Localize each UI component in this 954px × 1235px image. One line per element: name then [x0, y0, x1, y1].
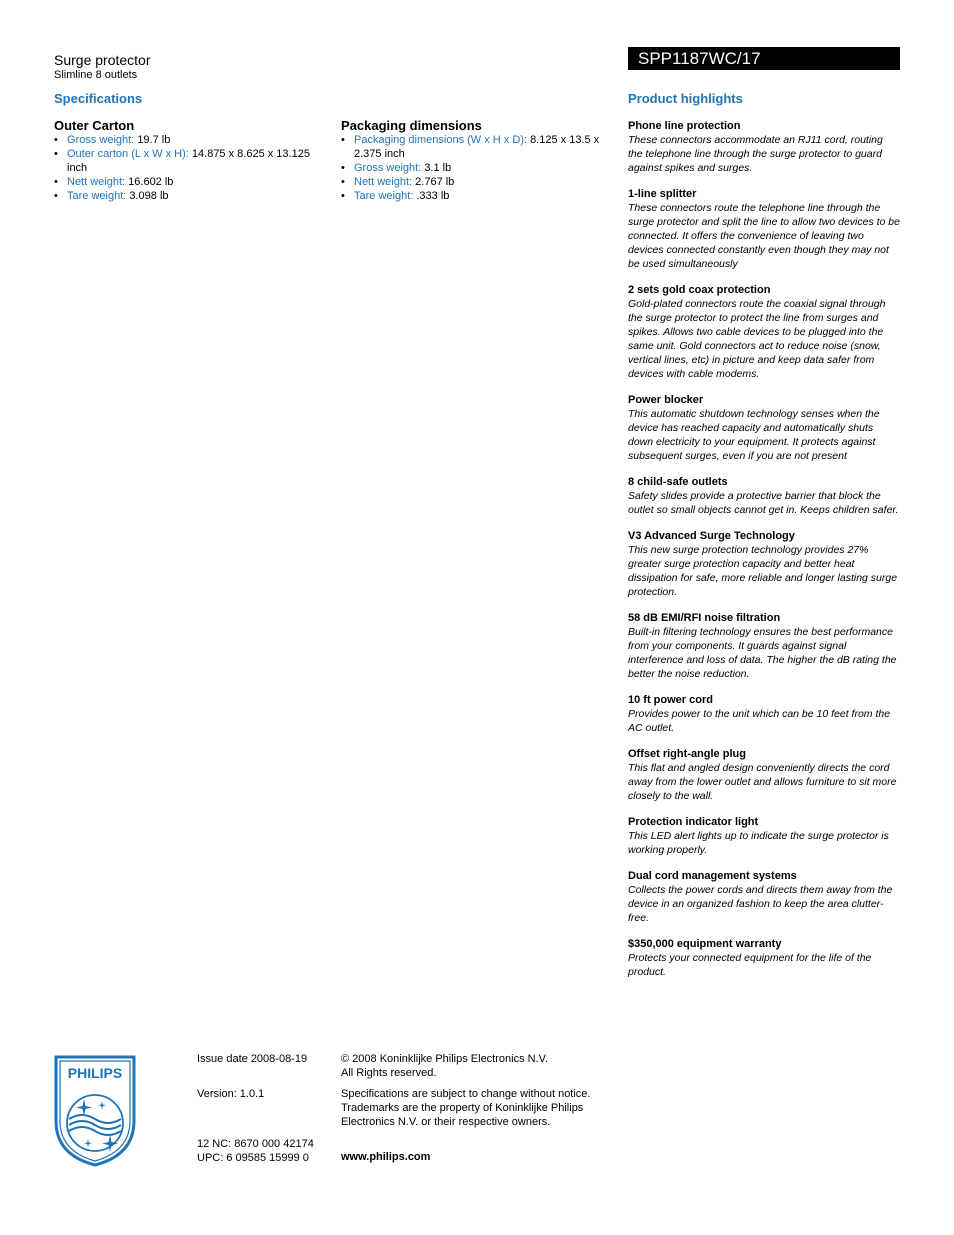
bullet-icon: •: [54, 190, 58, 202]
highlight-description: This LED alert lights up to indicate the surge protector is working properly.: [628, 830, 889, 856]
spec-value: 2.767 lb: [415, 176, 455, 188]
spec-label: Packaging dimensions (W x H x D):: [354, 134, 527, 146]
highlight-description: This flat and angled design conveniently directs the cord away from the lower outlet and allows furniture to sit more closely to the wall.: [628, 762, 897, 802]
outer-carton-heading: Outer Carton: [54, 118, 135, 133]
highlight-item: [628, 611, 900, 681]
spec-value: 16.602 lb: [128, 176, 174, 188]
spec-value: 14.875 x 8.625 x 13.125 inch: [67, 148, 310, 174]
highlight-title: Power blocker: [628, 394, 704, 406]
highlight-title: 58 dB EMI/RFI noise filtration: [628, 612, 781, 624]
highlight-description: This automatic shutdown technology senses when the device has reached capacity and automatically shuts down electricity to your equipment. It protects against subsequent surges, even if you are not present: [628, 408, 880, 462]
product-title: Surge protector: [54, 52, 151, 68]
highlight-title: Protection indicator light: [628, 816, 759, 828]
highlight-title: 8 child-safe outlets: [628, 476, 728, 488]
highlight-title: Phone line protection: [628, 120, 741, 132]
highlight-item: [628, 529, 900, 599]
highlight-title: 1-line splitter: [628, 188, 697, 200]
outer-carton-list: [54, 133, 314, 203]
highlight-description: Built-in filtering technology ensures the best performance from your components. It guards against signal interference and loss of data. The higher the dB rating the better the noise reduction.: [628, 626, 897, 680]
highlight-item: [628, 937, 900, 979]
spec-item: [54, 147, 314, 175]
spec-item: [341, 189, 601, 203]
highlight-title: 2 sets gold coax protection: [628, 284, 771, 296]
highlight-title: V3 Advanced Surge Technology: [628, 530, 795, 542]
spec-item: [341, 133, 601, 161]
nc-number: 12 NC: 8670 000 42174: [197, 1138, 314, 1150]
issue-date: Issue date 2008-08-19: [197, 1053, 308, 1065]
bullet-icon: •: [341, 176, 345, 188]
spec-label: Tare weight:: [67, 190, 127, 202]
bullet-icon: •: [341, 190, 345, 202]
highlight-description: These connectors route the telephone line through the surge protector and split the line to allow two devices to be connected. It offers the convenience of leaving two devices connected constantly even though they may not be used simultaneously: [628, 202, 900, 270]
spec-item: [54, 133, 314, 147]
spec-value: 3.098 lb: [129, 190, 169, 202]
copyright: © 2008 Koninklijke Philips Electronics N.V.: [341, 1053, 549, 1065]
highlight-item: [628, 475, 900, 517]
outer-carton-section: [54, 118, 314, 203]
notice-line-3: Electronics N.V. or their respective owners.: [341, 1116, 551, 1128]
spec-label: Gross weight:: [354, 162, 422, 174]
spec-value: 3.1 lb: [424, 162, 452, 174]
highlight-description: These connectors accommodate an RJ11 cord, routing the telephone line through the surge protector to guard against spikes and surges.: [628, 134, 883, 174]
highlight-description: Gold-plated connectors route the coaxial signal through the surge protector to protect the line from surges and spikes. Allows two cable devices to be plugged into the same unit. Gold connectors act to reduce noise (snow, vertical lines, etc) in picture and keep data safer from devices with cable modems.: [628, 298, 886, 380]
highlight-description: Safety slides provide a protective barrier that block the outlet so small objects cannot get in. Keeps children safer.: [628, 490, 899, 516]
packaging-heading: Packaging dimensions: [341, 118, 482, 133]
model-number-bar: SPP1187WC/17: [628, 47, 900, 70]
highlight-title: Dual cord management systems: [628, 870, 797, 882]
spec-value: 8.125 x 13.5 x 2.375 inch: [354, 134, 600, 160]
spec-label: Gross weight:: [67, 134, 135, 146]
highlight-title: Offset right-angle plug: [628, 748, 746, 760]
bullet-icon: •: [54, 134, 58, 146]
spec-label: Nett weight:: [67, 176, 126, 188]
spec-item: [54, 175, 314, 189]
highlights-heading: Product highlights: [628, 91, 743, 106]
bullet-icon: •: [54, 148, 58, 160]
packaging-section: [341, 118, 601, 203]
highlight-title: $350,000 equipment warranty: [628, 938, 782, 950]
highlight-description: Provides power to the unit which can be 10 feet from the AC outlet.: [628, 708, 891, 734]
specifications-heading: Specifications: [54, 91, 143, 106]
version: Version: 1.0.1: [197, 1088, 265, 1100]
website-link[interactable]: www.philips.com: [341, 1151, 431, 1163]
spec-label: Outer carton (L x W x H):: [67, 148, 189, 160]
spec-value: 19.7 lb: [137, 134, 171, 146]
bullet-icon: •: [341, 162, 345, 174]
logo-wordmark: PHILIPS: [67, 1065, 123, 1081]
product-subtitle: Slimline 8 outlets: [54, 69, 138, 81]
highlight-item: [628, 815, 900, 857]
highlights-list: [628, 119, 900, 991]
spec-value: .333 lb: [416, 190, 450, 202]
bullet-icon: •: [341, 134, 345, 146]
notice-line-1: Specifications are subject to change without notice.: [341, 1088, 591, 1100]
spec-item: [341, 161, 601, 175]
highlight-item: [628, 747, 900, 803]
bullet-icon: •: [54, 176, 58, 188]
spec-label: Nett weight:: [354, 176, 413, 188]
highlight-item: [628, 693, 900, 735]
rights: All Rights reserved.: [341, 1067, 437, 1079]
spec-item: [54, 189, 314, 203]
packaging-list: [341, 133, 601, 203]
highlight-item: [628, 119, 900, 175]
highlight-description: This new surge protection technology provides 27% greater surge protection capacity and better heat dissipation for safe, more reliable and longer lasting surge protection.: [628, 544, 898, 598]
spec-item: [341, 175, 601, 189]
highlight-item: [628, 393, 900, 463]
spec-label: Tare weight:: [354, 190, 414, 202]
highlight-item: [628, 187, 900, 271]
upc-number: UPC: 6 09585 15999 0: [197, 1152, 309, 1164]
highlight-item: [628, 283, 900, 381]
highlight-item: [628, 869, 900, 925]
highlight-description: Collects the power cords and directs them away from the device in an organized fashion to keep the area clutter-free.: [628, 884, 893, 924]
highlight-description: Protects your connected equipment for the life of the product.: [628, 952, 872, 978]
philips-logo: [54, 1055, 136, 1167]
highlight-title: 10 ft power cord: [628, 694, 713, 706]
notice-line-2: Trademarks are the property of Koninklijke Philips: [341, 1102, 584, 1114]
